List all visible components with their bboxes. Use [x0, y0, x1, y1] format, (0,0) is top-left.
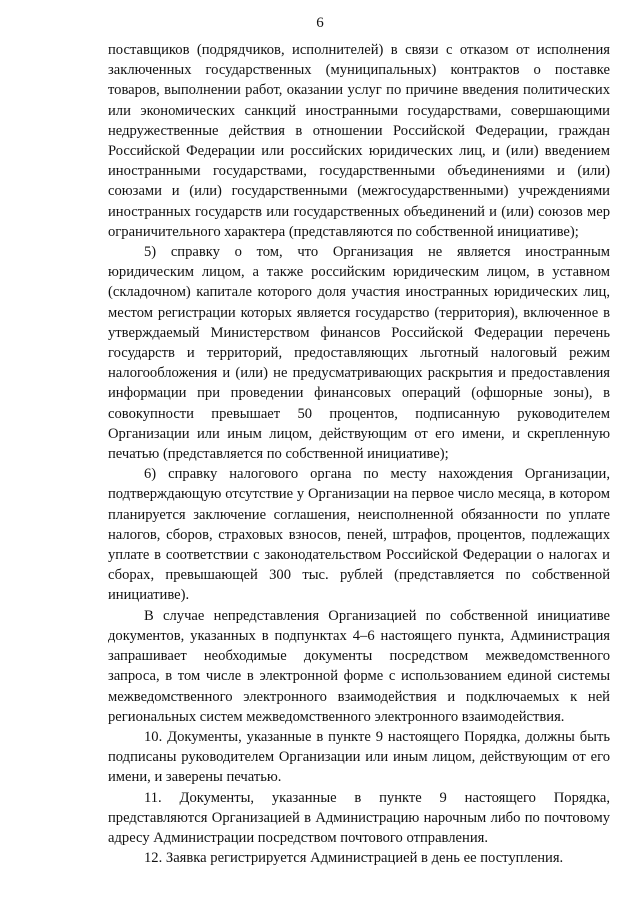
document-body [108, 40, 610, 868]
paragraph-item-12: 12. Заявка регистрируется Администрацией в день ее поступления. [144, 850, 564, 867]
paragraph-item-5: 5) справку о том, что Организация не является иностранным юридическим лицом, а также российским юридическим лицом, в уставном (складочном) капитале которого доля участия иностранных юридических лиц, местом регистрации которых является государство (территория), включенное в утверждаемый Министерством финансов Российской Федерации перечень государств и территорий, предоставляющих льготный налоговый режим налогообложения и (или) не предусматривающих раскрытия и предоставления информации при проведении финансовых операций (офшорные зоны), в совокупности превышает 50 процентов, подписанную руководителем Организации или иным лицом, действующим от его имени, и скрепленную печатью (представляется по собственной инициативе); [108, 244, 610, 463]
paragraph-non-submission: В случае непредставления Организацией по собственной инициативе документов, указанных в подпунктах 4–6 настоящего пункта, Администрация запрашивает необходимые документы посредством межведомственного запроса, в том числе в электронной форме с использованием единой системы межведомственного электронного взаимодействия и подключаемых к ней региональных систем межведомственного электронного взаимодействия. [108, 607, 610, 725]
page-number: 6 [316, 15, 324, 31]
paragraph-item-10: 10. Документы, указанные в пункте 9 настоящего Порядка, должны быть подписаны руководителем Организации или иным лицом, действующим от его имени, и заверены печатью. [108, 728, 610, 786]
paragraph-continuation: поставщиков (подрядчиков, исполнителей) в связи с отказом от исполнения заключенных государственных (муниципальных) контрактов о поставке товаров, выполнении работ, оказании услуг по причине введения политических или экономических санкций иностранными государствами, совершающими недружественные действия в отношении Российской Федерации, граждан Российской Федерации или российских юридических лиц, и (или) введением иностранными государствами, государственными объединениями и (или) союзами и (или) государственными (межгосударственными) учреждениями иностранных государств или государственных объединений и (или) союзов мер ограничительного характера (представляются по собственной инициативе); [108, 42, 610, 240]
paragraph-item-11: 11. Документы, указанные в пункте 9 настоящего Порядка, представляются Организацией в Администрацию нарочным либо по почтовому адресу Администрации посредством почтового отправления. [108, 789, 610, 846]
paragraph-item-6: 6) справку налогового органа по месту нахождения Организации, подтверждающую отсутствие у Организации на первое число месяца, в котором планируется заключение соглашения, неисполненной обязанности по уплате налогов, сборов, страховых взносов, пеней, штрафов, процентов, подлежащих уплате в соответствии с законодательством Российской Федерации о налогах и сборах, превышающей 300 тыс. рублей (представляется по собственной инициативе). [108, 466, 610, 604]
